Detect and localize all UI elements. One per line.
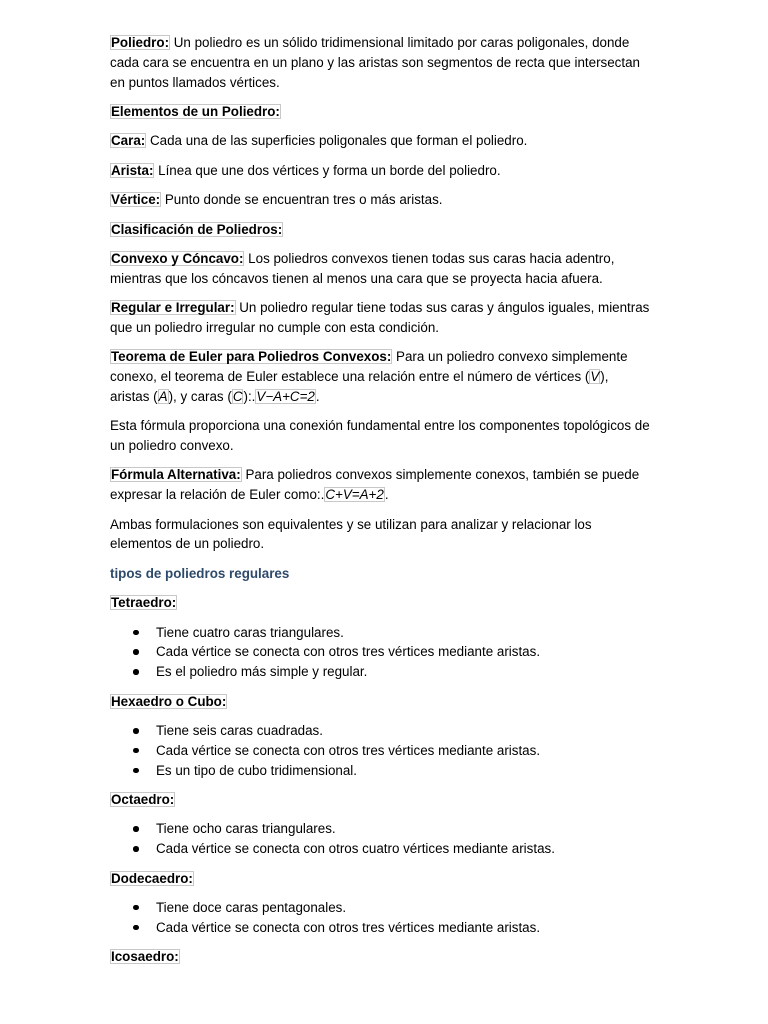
- arista-text: Línea que une dos vértices y forma un borde del poliedro.: [154, 162, 501, 178]
- term-cara: Cara:: [111, 133, 146, 149]
- list-item: Cada vértice se conecta con otros tres vértices mediante aristas.: [110, 741, 650, 761]
- alt-text-end: .: [384, 487, 389, 503]
- convexo-text: Los poliedros convexos tienen todas sus caras hacia adentro, mientras que los cóncavos tienen al menos una cara que se proyecta hacia afuera.: [110, 250, 615, 286]
- dodeca-heading-paragraph: [110, 869, 650, 889]
- term-regular-irregular: Regular e Irregular:: [111, 300, 235, 316]
- list-item: Es el poliedro más simple y regular.: [110, 662, 650, 682]
- list-item: Cada vértice se conecta con otros tres vértices mediante aristas.: [110, 918, 650, 938]
- intro-text: Un poliedro es un sólido tridimensional limitado por caras poligonales, donde cada cara se encuentra en un plano y las aristas son segmentos de recta que intersectan en puntos llamados vértices.: [110, 35, 640, 90]
- hexaedro-list: [110, 721, 650, 780]
- term-formula-alternativa: Fórmula Alternativa:: [111, 467, 241, 483]
- dodecaedro-list: [110, 898, 650, 938]
- classification-heading-paragraph: [110, 220, 650, 240]
- euler-text-5: .: [315, 388, 320, 404]
- dodecaedro-heading: Dodecaedro:: [111, 870, 193, 886]
- term-euler: Teorema de Euler para Poliedros Convexos:: [111, 349, 392, 365]
- list-item: Tiene cuatro caras triangulares.: [110, 623, 650, 643]
- euler-text-1: Para un poliedro convexo simplemente conexo, el teorema de Euler establece una relación entre el número de vértices (: [110, 349, 628, 385]
- alt-formula: C+V=A+2: [325, 487, 384, 503]
- tetra-heading-paragraph: [110, 593, 650, 613]
- cara-paragraph: [110, 131, 650, 151]
- list-item: Tiene doce caras pentagonales.: [110, 898, 650, 918]
- intro-paragraph: [110, 33, 650, 92]
- term-poliedro: Poliedro:: [111, 35, 170, 50]
- alt-paragraph: [110, 465, 650, 505]
- hexaedro-heading: Hexaedro o Cubo:: [111, 693, 227, 709]
- octaedro-list: [110, 819, 650, 859]
- list-item: Es un tipo de cubo tridimensional.: [110, 761, 650, 781]
- both-note: Ambas formulaciones son equivalentes y se utilizan para analizar y relacionar los elementos de un poliedro.: [110, 516, 592, 552]
- elements-heading: Elementos de un Poliedro:: [111, 103, 280, 119]
- list-item: Tiene ocho caras triangulares.: [110, 819, 650, 839]
- euler-paragraph: [110, 347, 650, 406]
- term-vertice: Vértice:: [111, 192, 161, 208]
- convexo-paragraph: [110, 249, 650, 289]
- euler-formula: V−A+C=2: [256, 388, 315, 404]
- euler-text-3: ), y caras (: [168, 388, 232, 404]
- euler-text-2: ), aristas (: [110, 369, 609, 404]
- euler-text-4: ):.: [243, 388, 256, 404]
- alt-text: Para poliedros convexos simplemente conexos, también se puede expresar la relación de Euler como:.: [110, 467, 640, 503]
- elements-heading-paragraph: [110, 102, 650, 122]
- regular-text: Un poliedro regular tiene todas sus caras y ángulos iguales, mientras que un poliedro irregular no cumple con esta condición.: [110, 300, 650, 335]
- term-convexo-concavo: Convexo y Cóncavo:: [111, 250, 244, 266]
- octa-heading-paragraph: [110, 790, 650, 810]
- vertice-text: Punto donde se encuentran tres o más aristas.: [161, 192, 443, 208]
- list-item: Cada vértice se conecta con otros tres vértices mediante aristas.: [110, 642, 650, 662]
- hexa-heading-paragraph: [110, 692, 650, 712]
- list-item: Tiene seis caras cuadradas.: [110, 721, 650, 741]
- regular-types-heading: tipos de poliedros regulares: [110, 565, 290, 581]
- icosaedro-heading: Icosaedro:: [111, 949, 179, 965]
- cara-text: Cada una de las superficies poligonales que forman el poliedro.: [146, 133, 528, 149]
- math-v: V: [590, 369, 600, 385]
- tetraedro-heading: Tetraedro:: [111, 595, 177, 611]
- list-item: Cada vértice se conecta con otros cuatro vértices mediante aristas.: [110, 839, 650, 859]
- classification-heading: Clasificación de Poliedros:: [111, 221, 283, 237]
- math-a: A: [158, 388, 168, 404]
- tetraedro-list: [110, 623, 650, 682]
- arista-paragraph: [110, 161, 650, 181]
- icosa-heading-paragraph: [110, 947, 650, 967]
- octaedro-heading: Octaedro:: [111, 792, 175, 807]
- regular-paragraph: [110, 298, 650, 338]
- euler-note: Esta fórmula proporciona una conexión fundamental entre los componentes topológicos de un poliedro convexo.: [110, 418, 650, 454]
- document-page: [110, 33, 650, 977]
- math-c: C: [232, 388, 243, 404]
- vertice-paragraph: [110, 190, 650, 210]
- term-arista: Arista:: [111, 162, 154, 178]
